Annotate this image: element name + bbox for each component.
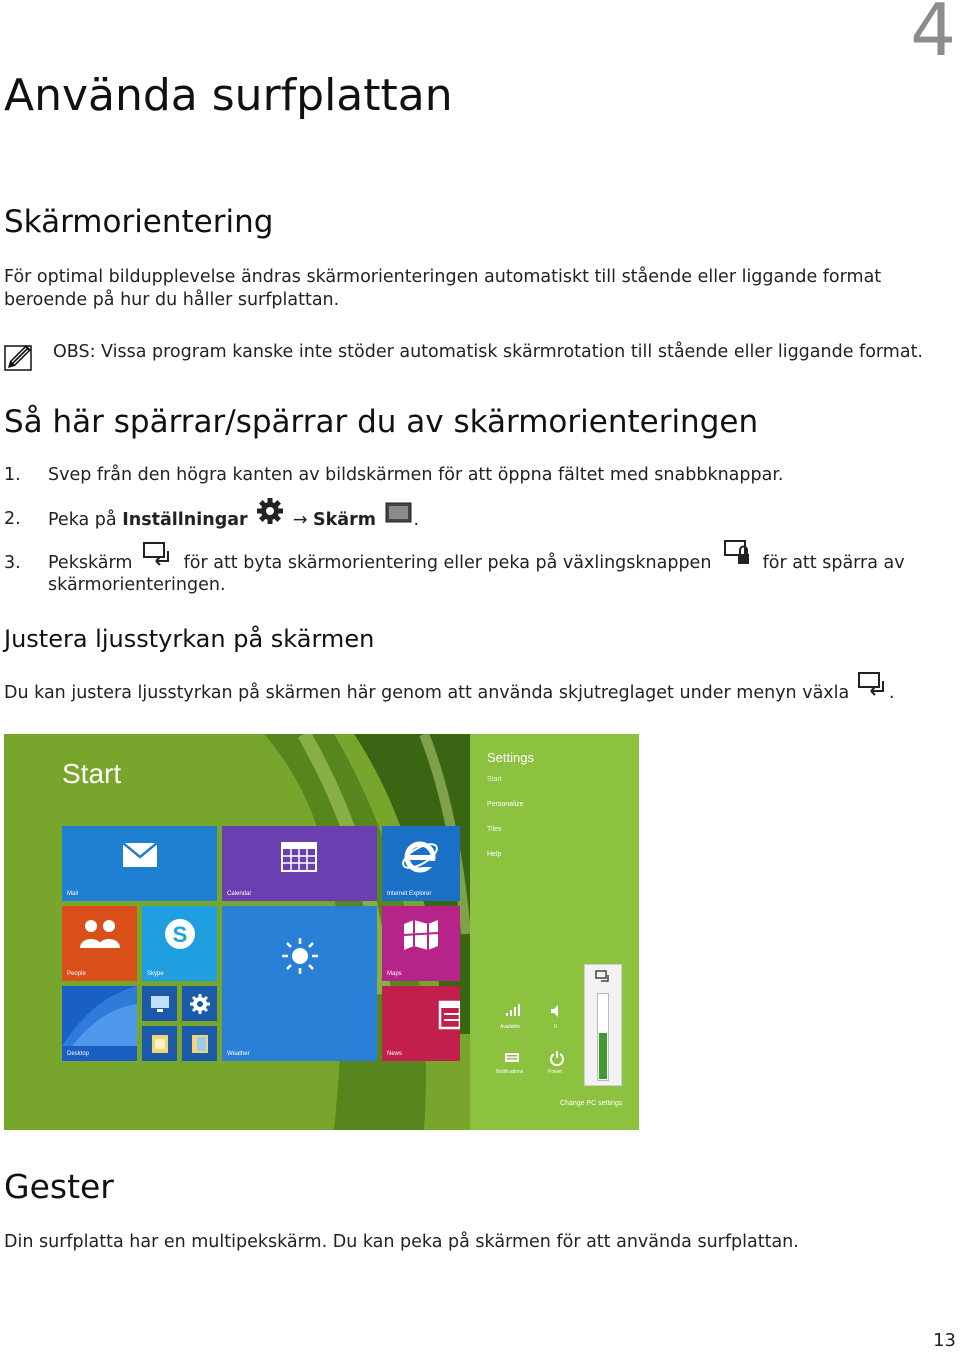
step-2-pre: Peka på: [48, 510, 123, 530]
settings-item-help[interactable]: Help: [487, 851, 502, 858]
brightness-para-text: Du kan justera ljusstyrkan på skärmen här genom att använda skjutreglaget under menyn växla: [4, 683, 850, 703]
step-1: [0, 464, 960, 486]
internet-explorer-tile[interactable]: [382, 826, 460, 901]
computer-icon: [149, 993, 171, 1015]
step-2-number: 2.: [4, 509, 21, 529]
internet-explorer-tile-label: Internet Explorer: [387, 891, 432, 897]
calendar-tile[interactable]: [222, 826, 377, 901]
note-text: Vissa program kanske inte stöder automatisk skärmrotation till stående eller liggande format.: [95, 342, 923, 362]
wifi-icon[interactable]: [504, 1002, 520, 1018]
people-icon: [78, 918, 122, 950]
desktop-wallpaper-icon: [62, 986, 137, 1046]
settings-item-personalize[interactable]: Personalize: [487, 801, 524, 808]
internet-explorer-icon: [400, 836, 440, 876]
screen-icon: [384, 501, 414, 531]
brightness-heading: Justera ljusstyrkan på skärmen: [4, 625, 375, 653]
desktop-tile[interactable]: [62, 986, 137, 1061]
skype-icon: [162, 916, 198, 952]
brightness-para: [4, 682, 894, 705]
step-2-end: .: [413, 510, 420, 530]
screen-label: Skärm: [313, 510, 376, 530]
news-icon: [438, 1000, 460, 1030]
maps-tile-label: Maps: [387, 971, 402, 977]
step-3-pre: Pekskärm: [48, 553, 133, 573]
folder-icon: [150, 1033, 170, 1055]
calendar-icon: [281, 842, 317, 872]
orientation-para-line1: För optimal bildupplevelse ändras skärmorienteringen automatiskt till stående eller liggande format: [4, 267, 882, 287]
weather-tile-label: Weather: [227, 1051, 250, 1057]
mail-tile-label: Mail: [67, 891, 79, 897]
settings-panel-title: Settings: [487, 750, 534, 765]
weather-tile[interactable]: [222, 906, 377, 1061]
documents-tile[interactable]: [182, 1026, 217, 1061]
page-number: 13: [933, 1330, 956, 1351]
start-label: Start: [62, 758, 122, 789]
change-pc-settings-link[interactable]: Change PC settings: [560, 1100, 623, 1107]
note-text-line: [53, 341, 923, 364]
start-screen-screenshot: [4, 734, 639, 1130]
skype-tile-label: Skype: [147, 971, 164, 977]
news-tile[interactable]: [382, 986, 460, 1061]
notifications-icon[interactable]: [504, 1052, 520, 1064]
lock-heading: Så här spärrar/spärrar du av skärmorienteringen: [4, 404, 759, 440]
desktop-tile-label: Desktop: [67, 1051, 90, 1057]
brightness-slider-fill: [599, 1033, 607, 1079]
maps-tile[interactable]: [382, 906, 460, 981]
step-1-text: Svep från den högra kanten av bildskärmen för att öppna fältet med snabbknappar.: [48, 465, 784, 485]
calendar-tile-label: Calendar: [227, 891, 252, 897]
computer-tile[interactable]: [142, 986, 177, 1021]
brightness-slider-track[interactable]: [597, 993, 609, 1081]
svg-text:S: S: [172, 922, 188, 947]
power-label: Power: [548, 1069, 563, 1075]
settings-tile[interactable]: [182, 986, 217, 1021]
sun-icon: [280, 936, 320, 976]
gestures-para: Din surfplatta har en multipekskärm. Du kan peka på skärmen för att använda surfplattan.: [4, 1232, 799, 1252]
page-title: Använda surfplattan: [4, 70, 453, 121]
note-pencil-icon: [4, 342, 34, 376]
step-2: [0, 508, 960, 532]
gestures-heading: Gester: [4, 1167, 114, 1206]
step-3: [0, 552, 960, 596]
mail-tile[interactable]: [62, 826, 217, 901]
people-tile[interactable]: [62, 906, 137, 981]
step-3-number: 3.: [4, 553, 21, 573]
people-tile-label: People: [67, 971, 86, 977]
maps-icon: [402, 918, 440, 952]
orientation-heading: Skärmorientering: [4, 204, 274, 240]
settings-item-tiles[interactable]: Tiles: [487, 826, 502, 833]
notifications-label: Notifications: [496, 1069, 524, 1075]
rotation-icon: [142, 541, 174, 573]
chapter-number: 4: [910, 0, 956, 72]
documents-icon: [190, 1033, 210, 1055]
orientation-para-line2: beroende på hur du håller surfplattan.: [4, 290, 340, 310]
settings-gear-icon: [190, 994, 210, 1014]
power-icon[interactable]: [549, 1050, 565, 1066]
brightness-para-end: .: [888, 683, 895, 703]
volume-value-label: 0: [554, 1024, 557, 1030]
step-3-mid: för att byta skärmorientering eller peka på växlingsknappen: [183, 553, 712, 573]
popup-rotation-icon[interactable]: [595, 970, 611, 984]
volume-icon[interactable]: [550, 1004, 564, 1018]
step-2-text: [48, 508, 419, 532]
note-label: OBS:: [53, 342, 96, 362]
rotation-lock-icon: [723, 539, 753, 573]
rotation-icon-inline: [857, 671, 889, 704]
skype-tile[interactable]: [142, 906, 217, 981]
settings-panel-subtitle: Start: [487, 776, 502, 783]
step-3-post: för att spärra av: [762, 553, 905, 573]
network-available-label: Available: [500, 1024, 521, 1030]
step-3-line2: skärmorienteringen.: [48, 575, 226, 595]
step-1-number: 1.: [4, 465, 21, 485]
folder-tile[interactable]: [142, 1026, 177, 1061]
settings-charm-panel: [470, 734, 639, 1130]
mail-icon: [122, 842, 158, 868]
arrow-symbol: →: [287, 510, 314, 530]
news-tile-label: News: [387, 1051, 403, 1057]
step-3-text: [48, 552, 905, 574]
gear-icon: [255, 498, 285, 532]
brightness-slider-popup: [584, 964, 622, 1086]
settings-label: Inställningar: [122, 510, 248, 530]
